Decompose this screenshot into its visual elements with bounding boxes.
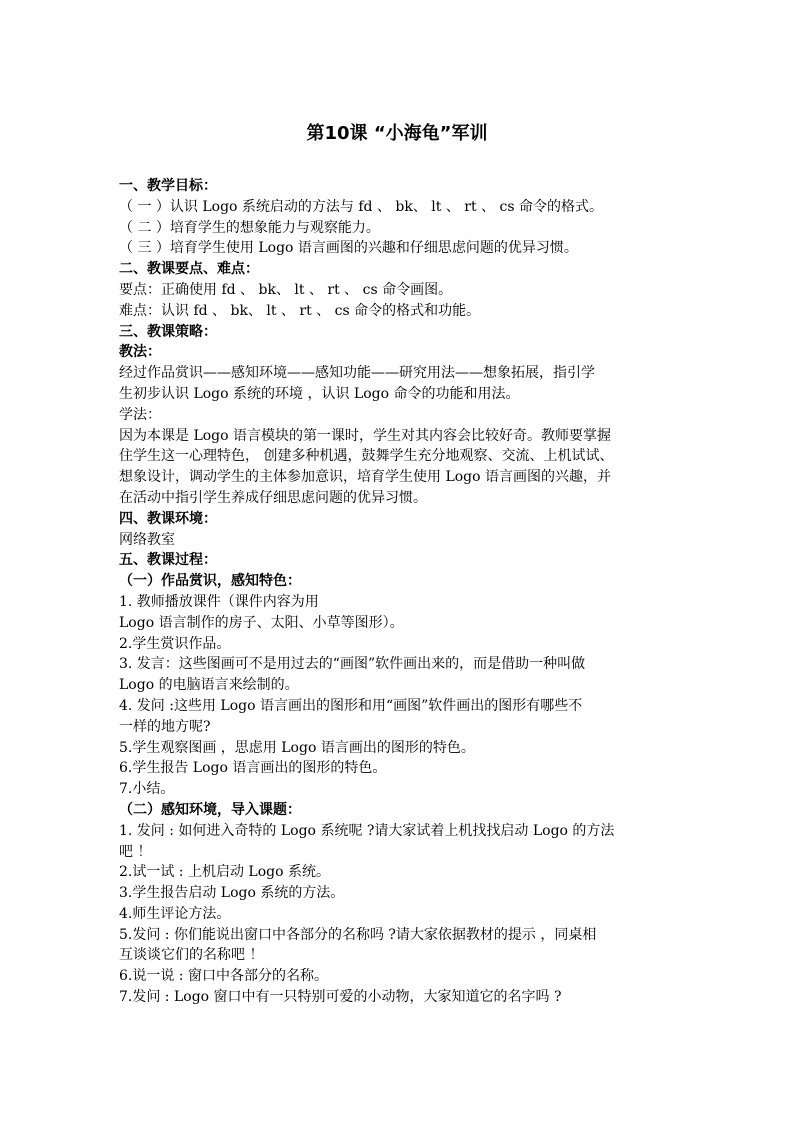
text-line: 1. 发问 : 如何进入奇特的 Logo 系统呢 ?请大家试着上机找找启动 Logo 的方法 (119, 822, 615, 839)
text-line: Logo 语言制作的房子、太阳、小草等图形）。 (119, 614, 404, 631)
text-line: 6.学生报告 Logo 语言画出的图形的特色。 (119, 760, 387, 777)
text-line: 学法： (119, 406, 161, 423)
text-line: 要点：正确使用 fd 、 bk、 lt 、 rt 、 cs 命令画图。 (119, 281, 453, 298)
text-line: 一样的地方呢? (119, 718, 211, 735)
section-heading: 五、教课过程： (119, 552, 217, 569)
text-line: 经过作品赏识——感知环境——感知功能——研究用法——想象拓展，指引学 (119, 365, 595, 382)
text-line: 吧 ！ (119, 843, 152, 860)
text-line: 6.说一说 : 窗口中各部分的名称。 (119, 968, 328, 985)
section-heading: 教法： (119, 344, 161, 361)
text-line: 1. 教师播放课件（课件内容为用 (119, 593, 319, 610)
text-line: 想象设计，调动学生的主体参加意识，培育学生使用 Logo 语言画图的兴趣，并 (119, 469, 612, 486)
section-heading: 一、教学目标： (119, 178, 217, 194)
text-line: （ 一 ）认识 Logo 系统启动的方法与 fd 、 bk、 lt 、 rt 、 cs 命令的格式。 (119, 198, 604, 215)
text-line: 5.发问 : 你们能说出窗口中各部分的名称吗 ?请大家依据教材的提示 ，同桌相 (119, 926, 597, 943)
text-line: （ 三 ）培育学生使用 Logo 语言画图的兴趣和仔细思虑问题的优异习惯。 (119, 240, 578, 257)
text-line: 住学生这一心理特色， 创建多种机遇，鼓舞学生充分地观察、交流、上机试试、 (119, 448, 614, 465)
text-line: 2.试一试 : 上机启动 Logo 系统。 (119, 864, 330, 881)
text-line: （ 二 ）培育学生的想象能力与观察能力。 (119, 219, 380, 236)
text-line: 网络教室 (119, 531, 175, 548)
text-line: 7.小结。 (119, 781, 175, 798)
text-line: 在活动中指引学生养成仔细思虑问题的优异习惯。 (119, 489, 427, 506)
text-line: 3.学生报告启动 Logo 系统的方法。 (119, 885, 345, 902)
text-line: 难点：认识 fd 、 bk、 lt 、 rt 、 cs 命令的格式和功能。 (119, 302, 481, 319)
text-line: 生初步认识 Logo 系统的环境 ，认识 Logo 命令的功能和用法。 (119, 385, 520, 402)
document-body (119, 176, 689, 1008)
text-line: 7.发问 : Logo 窗口中有一只特别可爱的小动物，大家知道它的名字吗 ? (119, 989, 562, 1006)
section-heading: 四、教课环境： (119, 510, 217, 527)
section-heading: （一）作品赏识，感知特色： (119, 573, 301, 590)
text-line: 4.师生评论方法。 (119, 905, 231, 922)
page-title: 第10课 “小海龟”军训 (306, 123, 488, 144)
text-line: 2.学生赏识作品。 (119, 635, 231, 652)
section-heading: 三、教课策略： (119, 323, 217, 340)
text-line: Logo 的电脑语言来绘制的。 (119, 677, 299, 694)
text-line: 4. 发问 :这些用 Logo 语言画出的图形和用“画图”软件画出的图形有哪些不 (119, 697, 583, 714)
text-line: 3. 发言：这些图画可不是用过去的“画图”软件画出来的，而是借助一种叫做 (119, 656, 586, 673)
section-heading: 二、教课要点、难点： (119, 261, 259, 278)
text-line: 互谈谈它们的名称吧 ！ (119, 947, 264, 964)
section-heading: （二）感知环境，导入课题： (119, 801, 301, 818)
text-line: 因为本课是 Logo 语言模块的第一课时，学生对其内容会比较好奇。教师要掌握 (119, 427, 612, 444)
text-line: 5.学生观察图画 ，思虑用 Logo 语言画出的图形的特色。 (119, 739, 475, 756)
